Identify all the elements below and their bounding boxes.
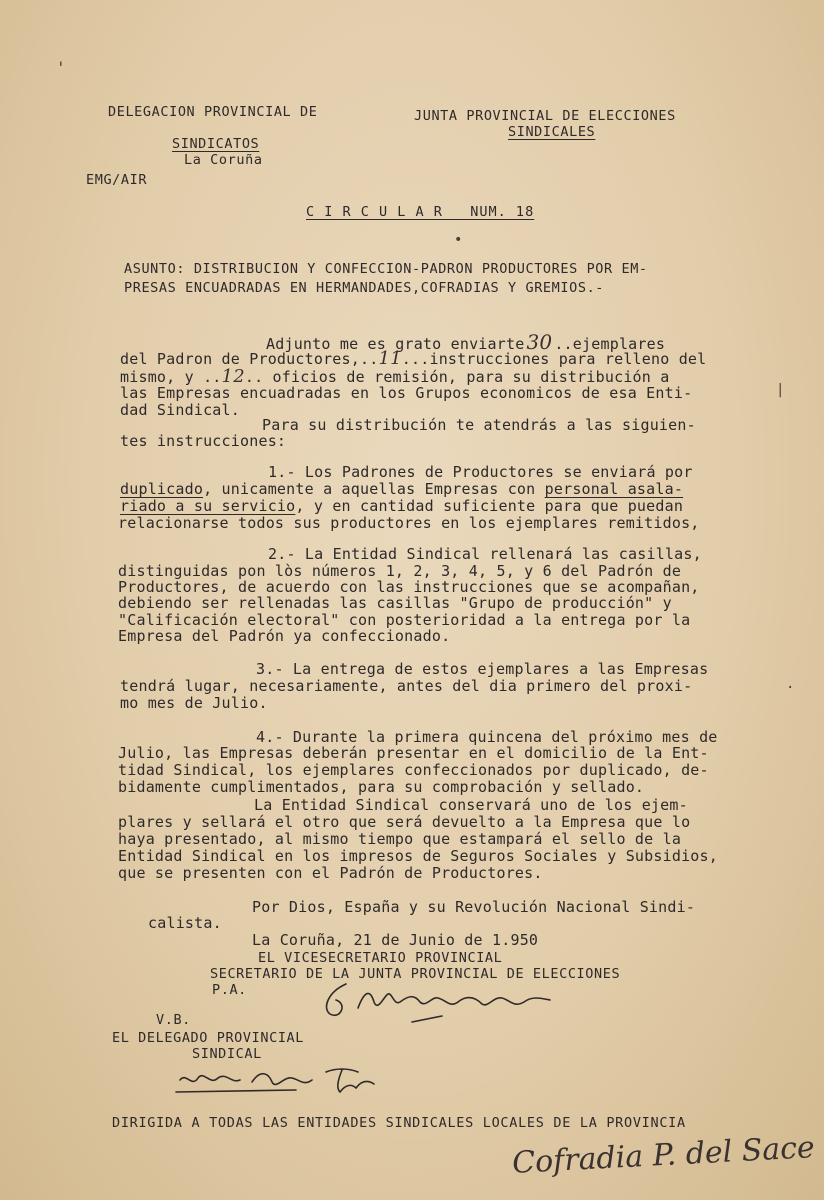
delegado-signature [176,1062,386,1096]
item4-line5: La Entidad Sindical conservará uno de los ejem- [254,796,688,814]
item2-line6: Empresa del Padrón ya confeccionado. [118,627,451,645]
item1-line1: 1.- Los Padrones de Productores se enviará por [268,463,693,481]
item4-line9: que se presenten con el Padrón de Productores. [118,864,543,882]
intro-line2: del Padron de Productores,..11...instrucciones para relleno del [120,348,707,369]
vb-label: V.B. [156,1012,191,1028]
item1-line3: riado a su servicio, y en cantidad suficiente para que puedan [120,497,684,515]
item2-line1: 2.- La Entidad Sindical rellenará las casillas, [268,545,702,563]
header-right-line2: SINDICALES [508,124,596,140]
asunto-line1: ASUNTO: DISTRIBUCION Y CONFECCION-PADRON PRODUCTORES POR EM- [124,261,648,277]
item4-line6: plares y sellará el otro que será devuelto a la Empresa que lo [118,813,691,831]
header-left-line1: DELEGACION PROVINCIAL DE [108,104,318,120]
handwritten-oficios-count: 12 [221,366,245,387]
intro-line3: mismo, y ..12.. oficios de remisión, para su distribución a [120,366,670,387]
dirigida-line: DIRIGIDA A TODAS LAS ENTIDADES SINDICALES LOCALES DE LA PROVINCIA [112,1115,686,1131]
intro-line5: dad Sindical. [120,401,240,419]
item1-line4: relacionarse todos sus productores en los ejemplares remitidos, [118,514,700,532]
closing-date: La Coruña, 21 de Junio de 1.950 [252,931,539,949]
vicesecretario-signature [318,978,578,1028]
item4-line4: bidamente cumplimentados, para su comprobación y sellado. [118,778,645,796]
item4-line2: Julio, las Empresas deberán presentar en el domicilio de la Ent- [118,744,709,762]
item4-line1: 4.- Durante la primera quincena del próximo mes de [256,728,718,746]
closing-line2: calista. [148,914,222,932]
item3-line3: mo mes de Julio. [120,694,268,712]
stray-mark: ' [56,58,66,77]
item4-line8: Entidad Sindical en los impresos de Seguros Sociales y Subsidios, [118,847,718,865]
item4-line7: haya presentado, al mismo tiempo que estampará el sello de la [118,830,682,848]
signatory-pa: P.A. [212,982,247,998]
asunto-line2: PRESAS ENCUADRADAS EN HERMANDADES,COFRADIAS Y GREMIOS.- [124,280,605,296]
ink-dot: • [454,232,463,248]
margin-tick: | [776,382,785,398]
item2-line3: Productores, de acuerdo con las instrucciones que se acompañan, [118,578,700,596]
intro-line6: Para su distribución te atendrás a las siguien- [262,416,696,434]
closing-line1: Por Dios, España y su Revolución Nacional Sindi- [252,898,696,916]
item4-line3: tidad Sindical, los ejemplares confeccionados por duplicado, de- [118,761,709,779]
item2-line4: debiendo ser rellenadas las casillas "Grupo de producción" y [118,594,672,612]
header-right-line1: JUNTA PROVINCIAL DE ELECCIONES [414,108,676,124]
header-left-line3: La Coruña [184,152,263,168]
item1-line2: duplicado, unicamente a aquellas Empresas con personal asala- [120,480,684,498]
item2-line5: "Calificación electoral" con posterioridad a la entrega por la [118,611,691,629]
item3-line1: 3.- La entrega de estos ejemplares a las Empresas [256,660,709,678]
handwritten-instructions-count: 11 [378,348,402,369]
vb-title1: EL DELEGADO PROVINCIAL [112,1030,305,1046]
header-left-line2: SINDICATOS [172,136,260,152]
handwritten-addressee: Cofradia P. del Sace [511,1130,816,1181]
intro-line1: Adjunto me es grato enviarte 30 ..ejemplares [266,330,666,354]
signatory-title1: EL VICESECRETARIO PROVINCIAL [258,950,503,966]
intro-line4: las Empresas encuadradas en los Grupos economicos de esa Enti- [120,384,693,402]
item2-line2: distinguidas pon lòs números 1, 2, 3, 4, 5, y 6 del Padrón de [118,562,682,580]
intro-line7: tes instrucciones: [120,432,287,450]
item3-line2: tendrá lugar, necesariamente, antes del dia primero del proxi- [120,677,693,695]
margin-tick: · [786,680,795,696]
vb-title2: SINDICAL [192,1046,262,1062]
header-reference: EMG/AIR [86,172,148,188]
handwritten-copies-count: 30 [526,330,553,354]
signatory-title2: SECRETARIO DE LA JUNTA PROVINCIAL DE ELECCIONES [210,966,621,982]
circular-title: C I R C U L A R NUM. 18 [306,204,535,220]
